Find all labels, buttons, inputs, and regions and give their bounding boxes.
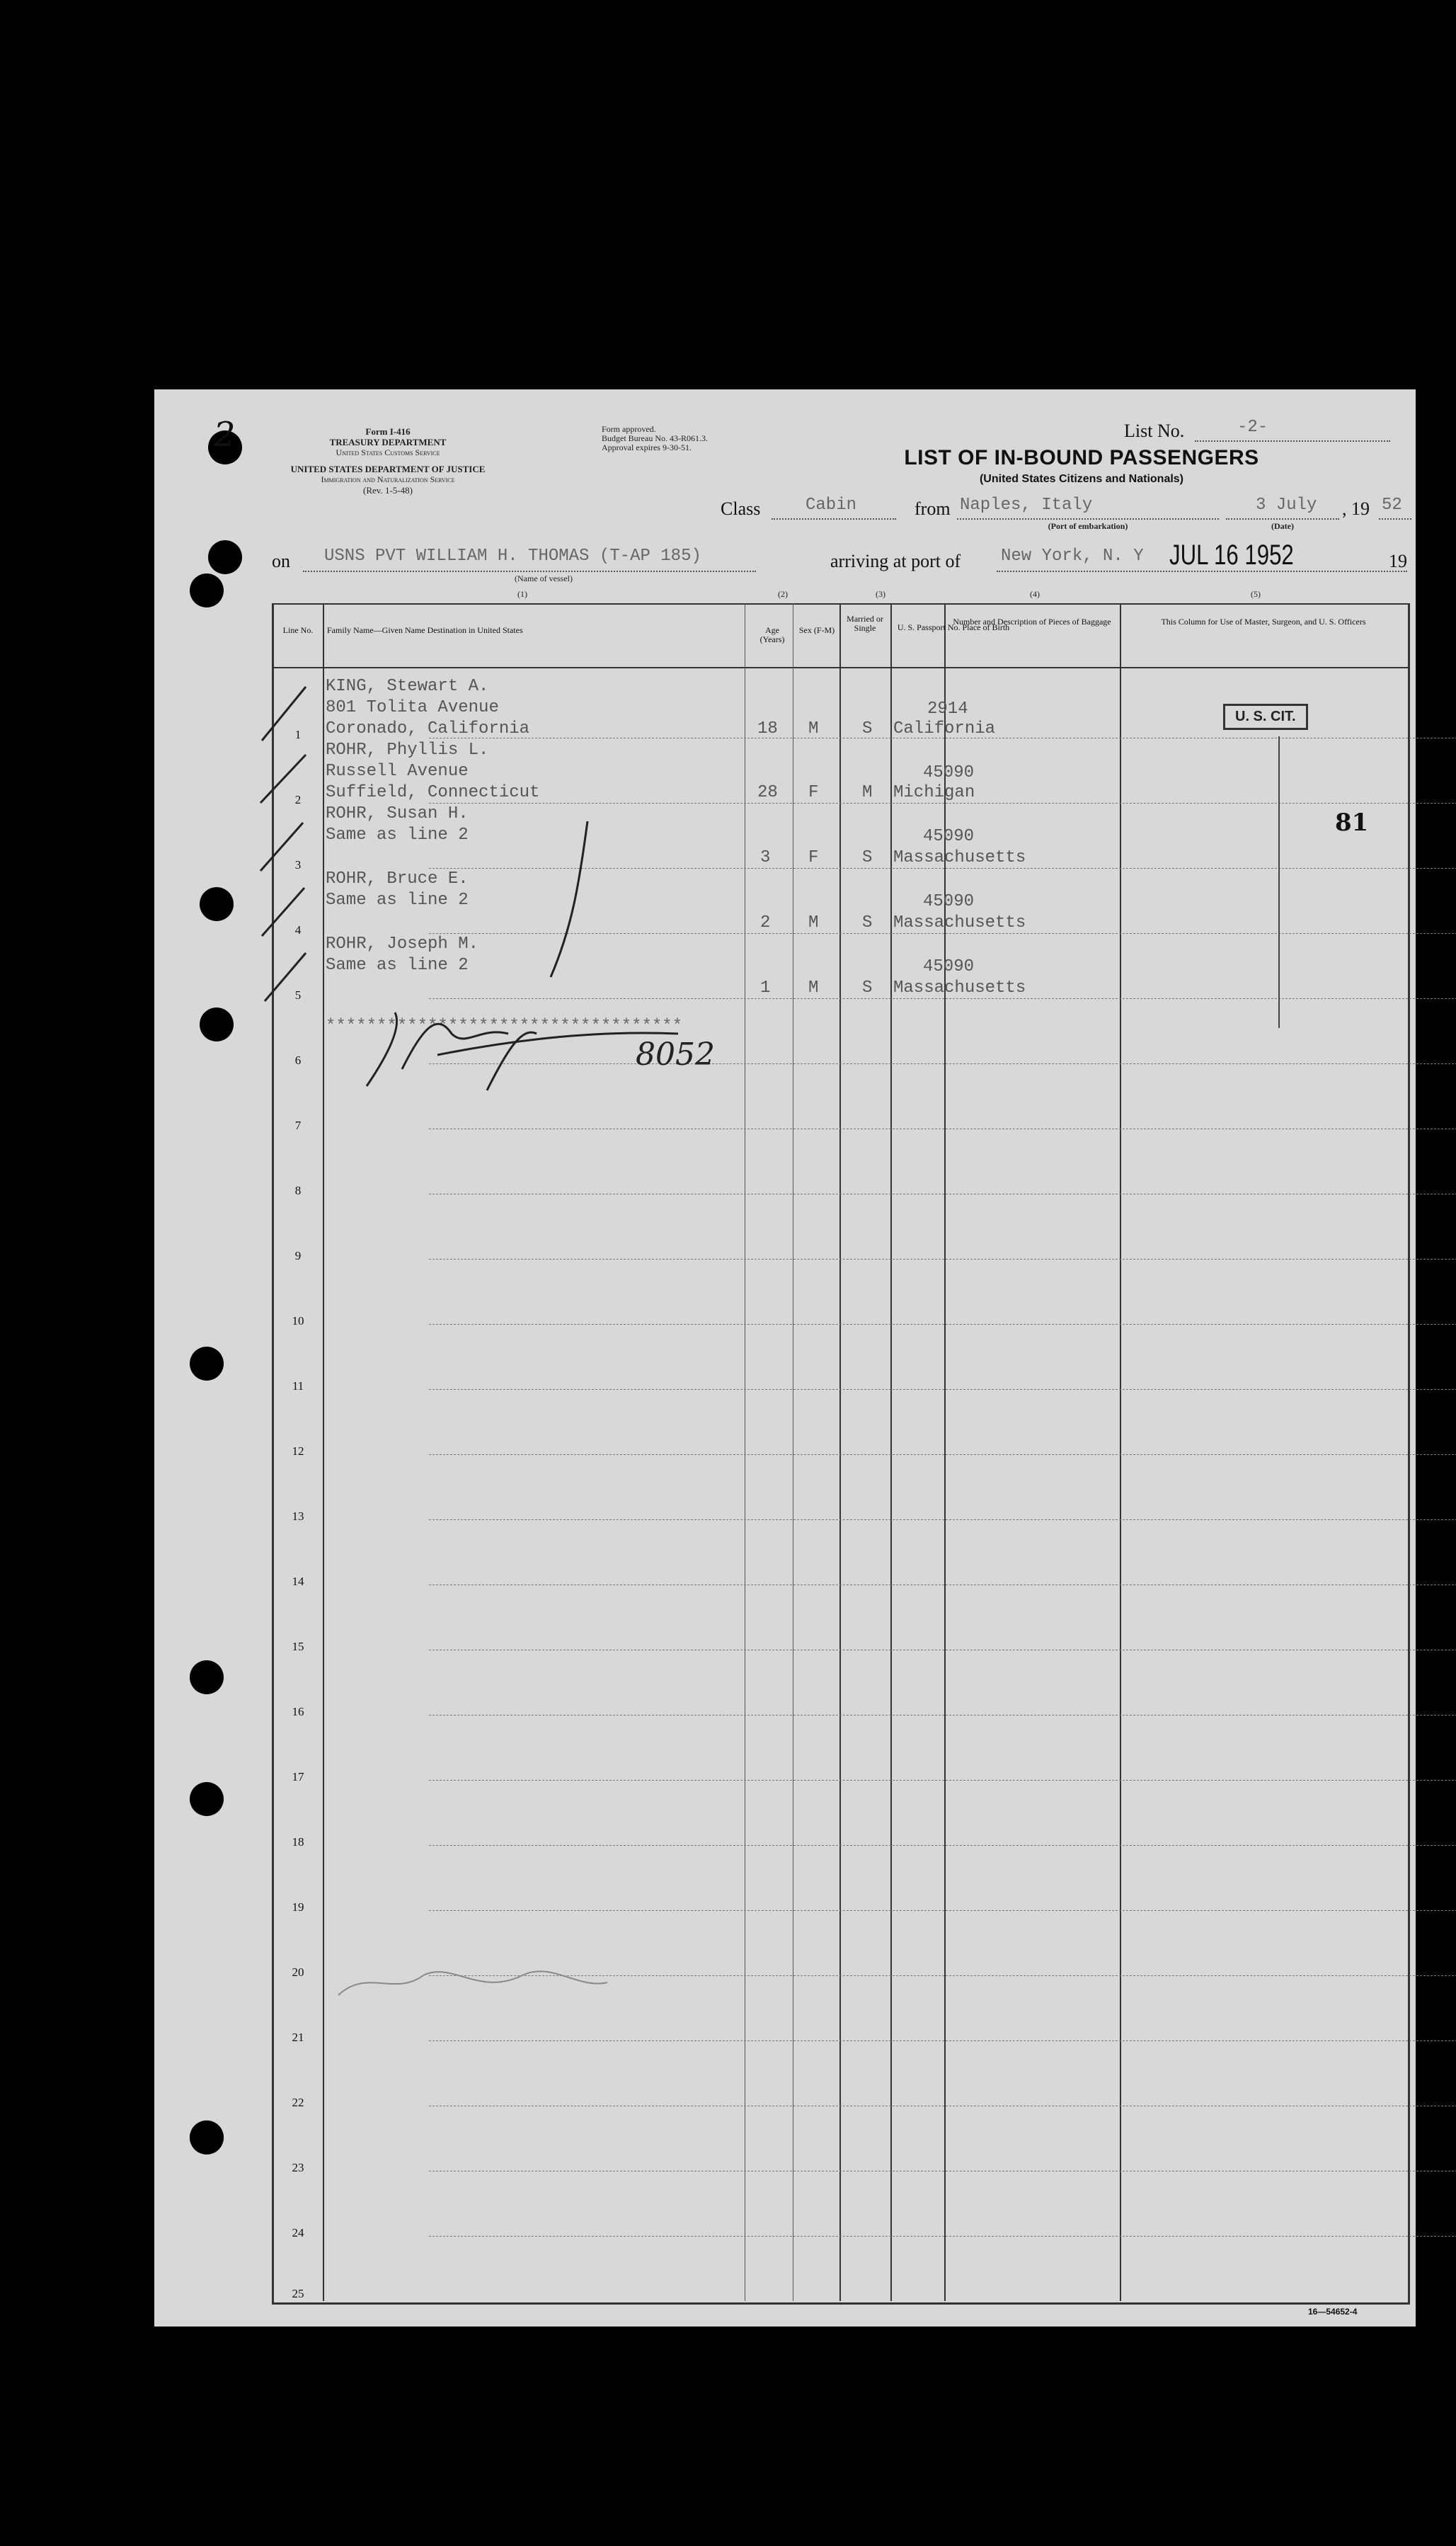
manifest-page: [154, 389, 1416, 2327]
column-number-3: (3): [876, 589, 885, 599]
approval-line-1: Form approved.: [602, 424, 656, 434]
revision: (Rev. 1-5-48): [363, 485, 413, 496]
immigration-service: Immigration and Naturalization Service: [321, 474, 455, 484]
check-mark: [260, 823, 303, 871]
passenger-sex: F: [808, 783, 819, 802]
handwritten-marks: [154, 389, 1416, 2327]
passenger-marital: S: [862, 848, 873, 867]
line-number: 20: [292, 1965, 304, 1979]
line-number: 18: [292, 1835, 304, 1849]
list-mark-handwritten: 2: [214, 415, 236, 455]
passenger-name: ROHR, Joseph M.: [326, 935, 479, 954]
us-citizen-stamp: U. S. CIT.: [1223, 704, 1308, 730]
place-of-birth: Massachusetts: [893, 978, 1026, 998]
line-number: 12: [292, 1444, 304, 1458]
line-number: 25: [292, 2287, 304, 2300]
check-mark: [262, 687, 306, 741]
line-number: 7: [294, 1119, 302, 1132]
line-number: 3: [294, 858, 302, 872]
col-baggage: Number and Description of Pieces of Baggage: [953, 617, 1111, 627]
passenger-address: Suffield, Connecticut: [326, 783, 540, 802]
end-of-list-marker: ***********************************: [326, 1017, 683, 1036]
port-caption: (Port of embarkation): [1048, 521, 1128, 531]
column-number-5: (5): [1251, 589, 1261, 599]
vessel-name: USNS PVT WILLIAM H. THOMAS (T-AP 185): [324, 547, 701, 566]
line-number: 22: [292, 2096, 304, 2109]
justice-department: UNITED STATES DEPARTMENT OF JUSTICE: [290, 464, 486, 474]
check-mark: [265, 953, 306, 1001]
faint-scribble: [338, 1971, 607, 1995]
line-number: 8: [294, 1184, 302, 1197]
line-number: 17: [292, 1770, 304, 1783]
passport-number: 45090: [923, 763, 975, 782]
place-of-birth: Michigan: [893, 783, 975, 802]
passenger-marital: S: [862, 978, 873, 998]
punch-hole: [190, 2450, 224, 2484]
passenger-age: 2: [760, 913, 771, 932]
date-caption: (Date): [1271, 521, 1294, 531]
arrival-port: New York, N. Y: [1001, 547, 1144, 566]
passenger-name: ROHR, Susan H.: [326, 804, 469, 823]
line-number: 2: [294, 793, 302, 806]
passenger-address: Russell Avenue: [326, 762, 469, 781]
line-number: 24: [292, 2226, 304, 2239]
vessel-caption: (Name of vessel): [515, 573, 573, 583]
column-number-2: (2): [778, 589, 788, 599]
line-number: 11: [292, 1379, 304, 1393]
list-no-value: -2-: [1237, 418, 1268, 437]
passport-number: 45090: [923, 827, 975, 846]
passenger-address: Same as line 2: [326, 956, 469, 975]
line-number: 21: [292, 2031, 304, 2044]
line-number: 6: [294, 1054, 302, 1067]
arrival-year-suffix: 19: [1389, 551, 1407, 571]
embarkation-date: 3 July: [1256, 496, 1317, 515]
passport-number: 45090: [923, 892, 975, 911]
passenger-age: 1: [760, 978, 771, 998]
col-name-destination: Family Name—Given Name Destination in United States: [327, 625, 523, 635]
from-label: from: [915, 498, 951, 519]
passenger-name: KING, Stewart A.: [326, 677, 489, 696]
line-number: 19: [292, 1900, 304, 1914]
document-subtitle: (United States Citizens and Nationals): [979, 473, 1184, 485]
line-number: 16: [292, 1705, 304, 1718]
check-mark: [262, 888, 304, 936]
col-officers: This Column for Use of Master, Surgeon, and U. S. Officers: [1161, 617, 1366, 627]
place-of-birth: California: [893, 719, 996, 738]
col-sex: Sex (F-M): [798, 625, 835, 635]
passenger-sex: M: [808, 719, 819, 738]
line-number: 23: [292, 2161, 304, 2174]
line-number: 14: [292, 1575, 304, 1588]
on-label: on: [272, 551, 290, 571]
column-number-4: (4): [1030, 589, 1040, 599]
punch-hole: [190, 2512, 224, 2546]
treasury-department: TREASURY DEPARTMENT: [329, 437, 447, 447]
col-age: Age (Years): [759, 625, 785, 644]
passenger-name: ROHR, Phyllis L.: [326, 741, 489, 760]
handwritten-number: 8052: [636, 1037, 715, 1073]
passenger-name: ROHR, Bruce E.: [326, 869, 469, 889]
line-number: 9: [294, 1249, 302, 1262]
passenger-sex: F: [808, 848, 819, 867]
passenger-marital: S: [862, 913, 873, 932]
line-number: 5: [294, 988, 302, 1002]
line-number: 4: [294, 923, 302, 937]
passenger-address: 801 Tolita Avenue: [326, 698, 499, 717]
arriving-label: arriving at port of: [830, 551, 961, 571]
arrival-date-stamp: JUL 16 1952: [1169, 540, 1294, 571]
passenger-age: 18: [757, 719, 778, 738]
list-no-label: List No.: [1124, 421, 1185, 441]
approval-line-2: Budget Bureau No. 43-R061.3.: [602, 433, 708, 443]
place-of-birth: Massachusetts: [893, 913, 1026, 932]
passenger-marital: S: [862, 719, 873, 738]
place-of-birth: Massachusetts: [893, 848, 1026, 867]
col-passport-birth: U. S. Passport No. Place of Birth: [897, 622, 1010, 632]
passenger-age: 28: [757, 783, 778, 802]
passenger-sex: M: [808, 978, 819, 998]
col-line-no: Line No.: [282, 625, 314, 635]
passenger-marital: M: [862, 783, 873, 802]
class-value: Cabin: [806, 496, 857, 515]
approval-line-3: Approval expires 9-30-51.: [602, 443, 692, 452]
passenger-sex: M: [808, 913, 819, 932]
class-label: Class: [721, 498, 761, 519]
margin-number: 81: [1335, 809, 1369, 837]
line-number: 13: [292, 1509, 304, 1523]
document-title: LIST OF IN-BOUND PASSENGERS: [904, 446, 1259, 469]
passenger-address: Same as line 2: [326, 891, 469, 910]
passenger-address: Coronado, California: [326, 719, 530, 738]
passport-number: 45090: [923, 957, 975, 976]
bracket-stroke: [551, 821, 587, 977]
print-code: 16—54652-4: [1308, 2307, 1358, 2317]
form-id: Form I-416: [365, 426, 411, 437]
column-number-1: (1): [517, 589, 527, 599]
year-prefix: , 19: [1342, 498, 1370, 519]
line-number: 10: [292, 1314, 304, 1328]
embarkation-year: 52: [1382, 496, 1402, 515]
check-mark: [260, 755, 306, 803]
passport-number: 2914: [927, 700, 968, 719]
port-of-embarkation: Naples, Italy: [960, 496, 1093, 515]
passenger-address: Same as line 2: [326, 826, 469, 845]
col-married: Married or Single: [847, 614, 883, 633]
passenger-age: 3: [760, 848, 771, 867]
line-number: 1: [294, 728, 302, 741]
line-number: 15: [292, 1640, 304, 1653]
customs-service: United States Customs Service: [336, 447, 440, 457]
